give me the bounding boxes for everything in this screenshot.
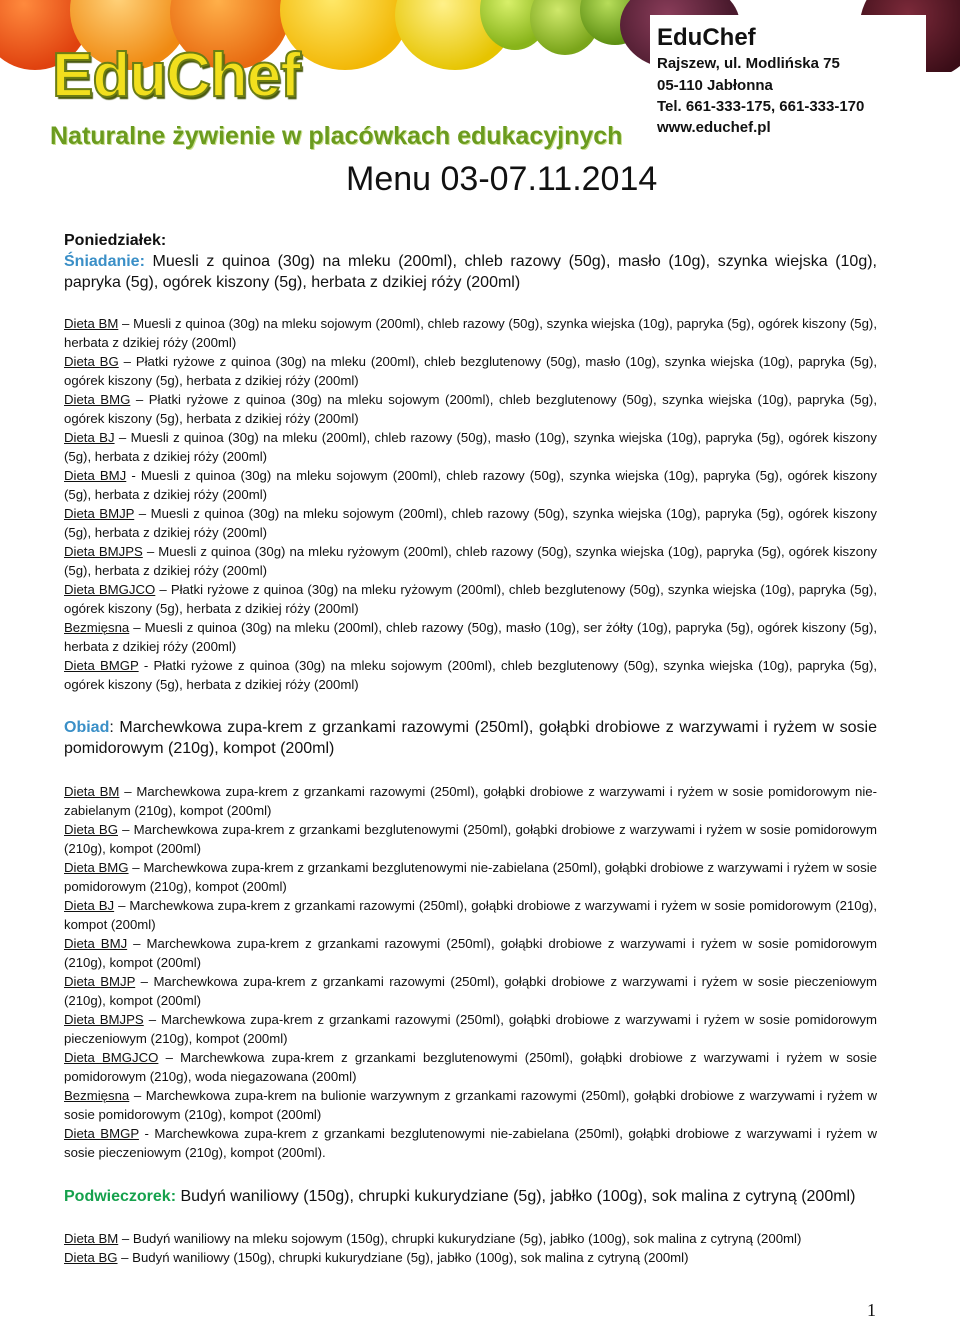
- diet-item: [64, 656, 877, 694]
- diet-label: Dieta BM: [64, 316, 119, 331]
- page-number: 1: [867, 1300, 876, 1320]
- diet-text: – Muesli z quinoa (30g) na mleku sojowym (200ml), chleb razowy (50g), szynka wiejska (10g), papryka (5g), ogórek kiszony (5g), herbata z dzikiej róży (200ml): [64, 506, 877, 540]
- diet-text: – Marchewkowa zupa-krem z grzankami razowymi (250ml), gołąbki drobiowe z warzywami i ryżem w sosie pomidorowym pieczeniowym (210g), kompot (200ml): [64, 1012, 877, 1046]
- diet-item: [64, 1010, 877, 1048]
- day-title: Poniedziałek:: [64, 232, 167, 249]
- diet-text: – Marchewkowa zupa-krem na bulionie warzywnym z grzankami razowymi (250ml), gołąbki drobiowe z warzywami i ryżem w sosie pomidorowym (210g), kompot (200ml): [64, 1088, 877, 1122]
- diet-item: [64, 1048, 877, 1086]
- diet-label: Dieta BMGJCO: [64, 582, 156, 597]
- diet-text: - Marchewkowa zupa-krem z grzankami bezglutenowymi nie-zabielana (250ml), gołąbki drobiowe z warzywami i ryżem w sosie pieczeniowym (210g), kompot (200ml).: [64, 1126, 878, 1160]
- menu-title: Menu 03-07.11.2014: [346, 160, 658, 198]
- diet-item: [64, 618, 877, 656]
- diet-item: [64, 542, 877, 580]
- diet-label: Dieta BMJ: [64, 468, 127, 483]
- breakfast-text: Muesli z quinoa (30g) na mleku (200ml), chleb razowy (50g), masło (10g), szynka wiejska (10g), papryka (5g), ogórek kiszony (5g), herbata z dzikiej róży (200ml): [64, 253, 877, 291]
- diet-item: [64, 1229, 877, 1248]
- diet-item: [64, 1124, 877, 1162]
- diet-item: [64, 504, 877, 542]
- diet-item: [64, 820, 877, 858]
- diet-text: - Płatki ryżowe z quinoa (30g) na mleku sojowym (200ml), chleb bezglutenowy (50g), szynka wiejska (10g), papryka (5g), ogórek kiszony (5g), herbata z dzikiej róży (200ml): [64, 658, 878, 692]
- snack-label: Podwieczorek:: [64, 1188, 177, 1205]
- diet-text: – Marchewkowa zupa-krem z grzankami bezglutenowymi (250ml), gołąbki drobiowe z warzywami i ryżem w sosie pomidorowym (210g), kompot (200ml): [64, 822, 877, 856]
- lunch-text: Marchewkowa zupa-krem z grzankami razowymi (250ml), gołąbki drobiowe z warzywami i ryżem w sosie pomidorowym (210g), kompot (200ml): [64, 719, 877, 757]
- breakfast-main: [64, 251, 877, 293]
- diet-text: – Płatki ryżowe z quinoa (30g) na mleku ryżowym (200ml), chleb bezglutenowy (50g), szynka wiejska (10g), papryka (5g), ogórek kiszony (5g), herbata z dzikiej róży (200ml): [64, 582, 877, 616]
- diet-label: Dieta BMGP: [64, 658, 139, 673]
- diet-text: – Marchewkowa zupa-krem z grzankami razowymi (250ml), gołąbki drobiowe z warzywami i ryżem w sosie pomidorowym (210g), kompot (200ml): [64, 936, 877, 970]
- diet-label: Dieta BMGP: [64, 1126, 139, 1141]
- lunch-main: [64, 717, 877, 759]
- diet-text: – Budyń waniliowy (150g), chrupki kukurydziane (5g), jabłko (100g), sok malina z cytryną (200ml): [117, 1250, 689, 1265]
- diet-label: Dieta BMJ: [64, 936, 128, 951]
- diet-text: – Marchewkowa zupa-krem z grzankami razowymi (250ml), gołąbki drobiowe z warzywami i ryżem w sosie pieczeniowym (210g), kompot (200ml): [64, 974, 878, 1008]
- company-address: Rajszew, ul. Modlińska 75: [657, 55, 840, 72]
- company-phone: Tel. 661-333-175, 661-333-170: [657, 98, 865, 115]
- diet-item: [64, 896, 877, 934]
- diet-label: Dieta BM: [64, 784, 120, 799]
- diet-item: [64, 352, 877, 390]
- snack-main: [64, 1186, 877, 1207]
- diet-text: - Muesli z quinoa (30g) na mleku sojowym (200ml), chleb razowy (50g), szynka wiejska (10g), papryka (5g), ogórek kiszony (5g), herbata z dzikiej róży (200ml): [64, 468, 877, 502]
- lunch-colon: :: [109, 719, 114, 736]
- company-name: EduChef: [657, 24, 756, 51]
- diet-item: [64, 466, 877, 504]
- diet-item: [64, 858, 877, 896]
- company-website[interactable]: www.educhef.pl: [657, 119, 771, 136]
- breakfast-diet-list: [64, 314, 877, 694]
- snack-text: Budyń waniliowy (150g), chrupki kukurydziane (5g), jabłko (100g), sok malina z cytryną (200ml): [176, 1188, 856, 1205]
- educhef-logo: EduChef: [52, 41, 300, 110]
- diet-label: Dieta BMG: [64, 860, 129, 875]
- lunch-diet-list: [64, 782, 877, 1162]
- diet-label: Dieta BM: [64, 1231, 119, 1246]
- diet-text: – Marchewkowa zupa-krem z grzankami bezglutenowymi (250ml), gołąbki drobiowe z warzywami i ryżem w sosie pomidorowym (210g), woda niegazowana (200ml): [64, 1050, 877, 1084]
- diet-item: [64, 972, 877, 1010]
- diet-label: Dieta BJ: [64, 430, 115, 445]
- diet-text: – Muesli z quinoa (30g) na mleku ryżowym (200ml), chleb razowy (50g), szynka wiejska (10g), papryka (5g), ogórek kiszony (5g), herbata z dzikiej róży (200ml): [64, 544, 877, 578]
- diet-label: Dieta BG: [64, 354, 119, 369]
- diet-item: [64, 782, 877, 820]
- menu-content: [64, 230, 877, 1267]
- diet-label: Dieta BG: [64, 822, 118, 837]
- diet-item: [64, 1086, 877, 1124]
- diet-label: Dieta BMJP: [64, 506, 135, 521]
- diet-text: – Marchewkowa zupa-krem z grzankami razowymi (250ml), gołąbki drobiowe z warzywami i ryżem w sosie pomidorowym nie-zabielanym (210g), kompot (200ml): [64, 784, 877, 818]
- diet-label: Dieta BMJPS: [64, 1012, 144, 1027]
- breakfast-label: Śniadanie:: [64, 253, 145, 270]
- diet-item: [64, 390, 877, 428]
- diet-text: – Budyń waniliowy na mleku sojowym (150g), chrupki kukurydziane (5g), jabłko (100g), sok malina z cytryną (200ml): [118, 1231, 802, 1246]
- diet-text: – Płatki ryżowe z quinoa (30g) na mleku (200ml), chleb bezglutenowy (50g), masło (10g), szynka wiejska (10g), papryka (5g), ogórek kiszony (5g), herbata z dzikiej róży (200ml): [64, 354, 878, 388]
- diet-label: Bezmięsna: [64, 1088, 130, 1103]
- diet-item: [64, 934, 877, 972]
- diet-text: – Marchewkowa zupa-krem z grzankami razowymi (250ml), gołąbki drobiowe z warzywami i ryżem w sosie pomidorowym (210g), kompot (200ml): [64, 898, 877, 932]
- tagline: Naturalne żywienie w placówkach edukacyjnych: [50, 122, 623, 150]
- lunch-label: Obiad: [64, 719, 110, 736]
- company-postal-code: 05-110 Jabłonna: [657, 77, 773, 94]
- diet-label: Dieta BG: [64, 1250, 118, 1265]
- diet-label: Dieta BMJP: [64, 974, 136, 989]
- diet-label: Dieta BJ: [64, 898, 115, 913]
- diet-label: Dieta BMJPS: [64, 544, 143, 559]
- diet-label: Bezmięsna: [64, 620, 130, 635]
- diet-item: [64, 314, 877, 352]
- diet-item: [64, 1248, 877, 1267]
- diet-text: – Muesli z quinoa (30g) na mleku sojowym (200ml), chleb razowy (50g), szynka wiejska (10g), papryka (5g), ogórek kiszony (5g), herbata z dzikiej róży (200ml): [64, 316, 877, 350]
- diet-label: Dieta BMG: [64, 392, 131, 407]
- diet-label: Dieta BMGJCO: [64, 1050, 159, 1065]
- diet-item: [64, 580, 877, 618]
- diet-text: – Muesli z quinoa (30g) na mleku (200ml), chleb razowy (50g), masło (10g), ser żółty (10g), papryka (5g), ogórek kiszony (5g), herbata z dzikiej róży (200ml): [64, 620, 877, 654]
- diet-text: – Muesli z quinoa (30g) na mleku (200ml), chleb razowy (50g), masło (10g), szynka wiejska (10g), papryka (5g), ogórek kiszony (5g), herbata z dzikiej róży (200ml): [64, 430, 877, 464]
- diet-text: – Płatki ryżowe z quinoa (30g) na mleku sojowym (200ml), chleb bezglutenowy (50g), szynka wiejska (10g), papryka (5g), ogórek kiszony (5g), herbata z dzikiej róży (200ml): [64, 392, 877, 426]
- diet-text: – Marchewkowa zupa-krem z grzankami bezglutenowymi nie-zabielana (250ml), gołąbki drobiowe z warzywami i ryżem w sosie pomidorowym (210g), kompot (200ml): [64, 860, 877, 894]
- snack-diet-list: [64, 1229, 877, 1267]
- diet-item: [64, 428, 877, 466]
